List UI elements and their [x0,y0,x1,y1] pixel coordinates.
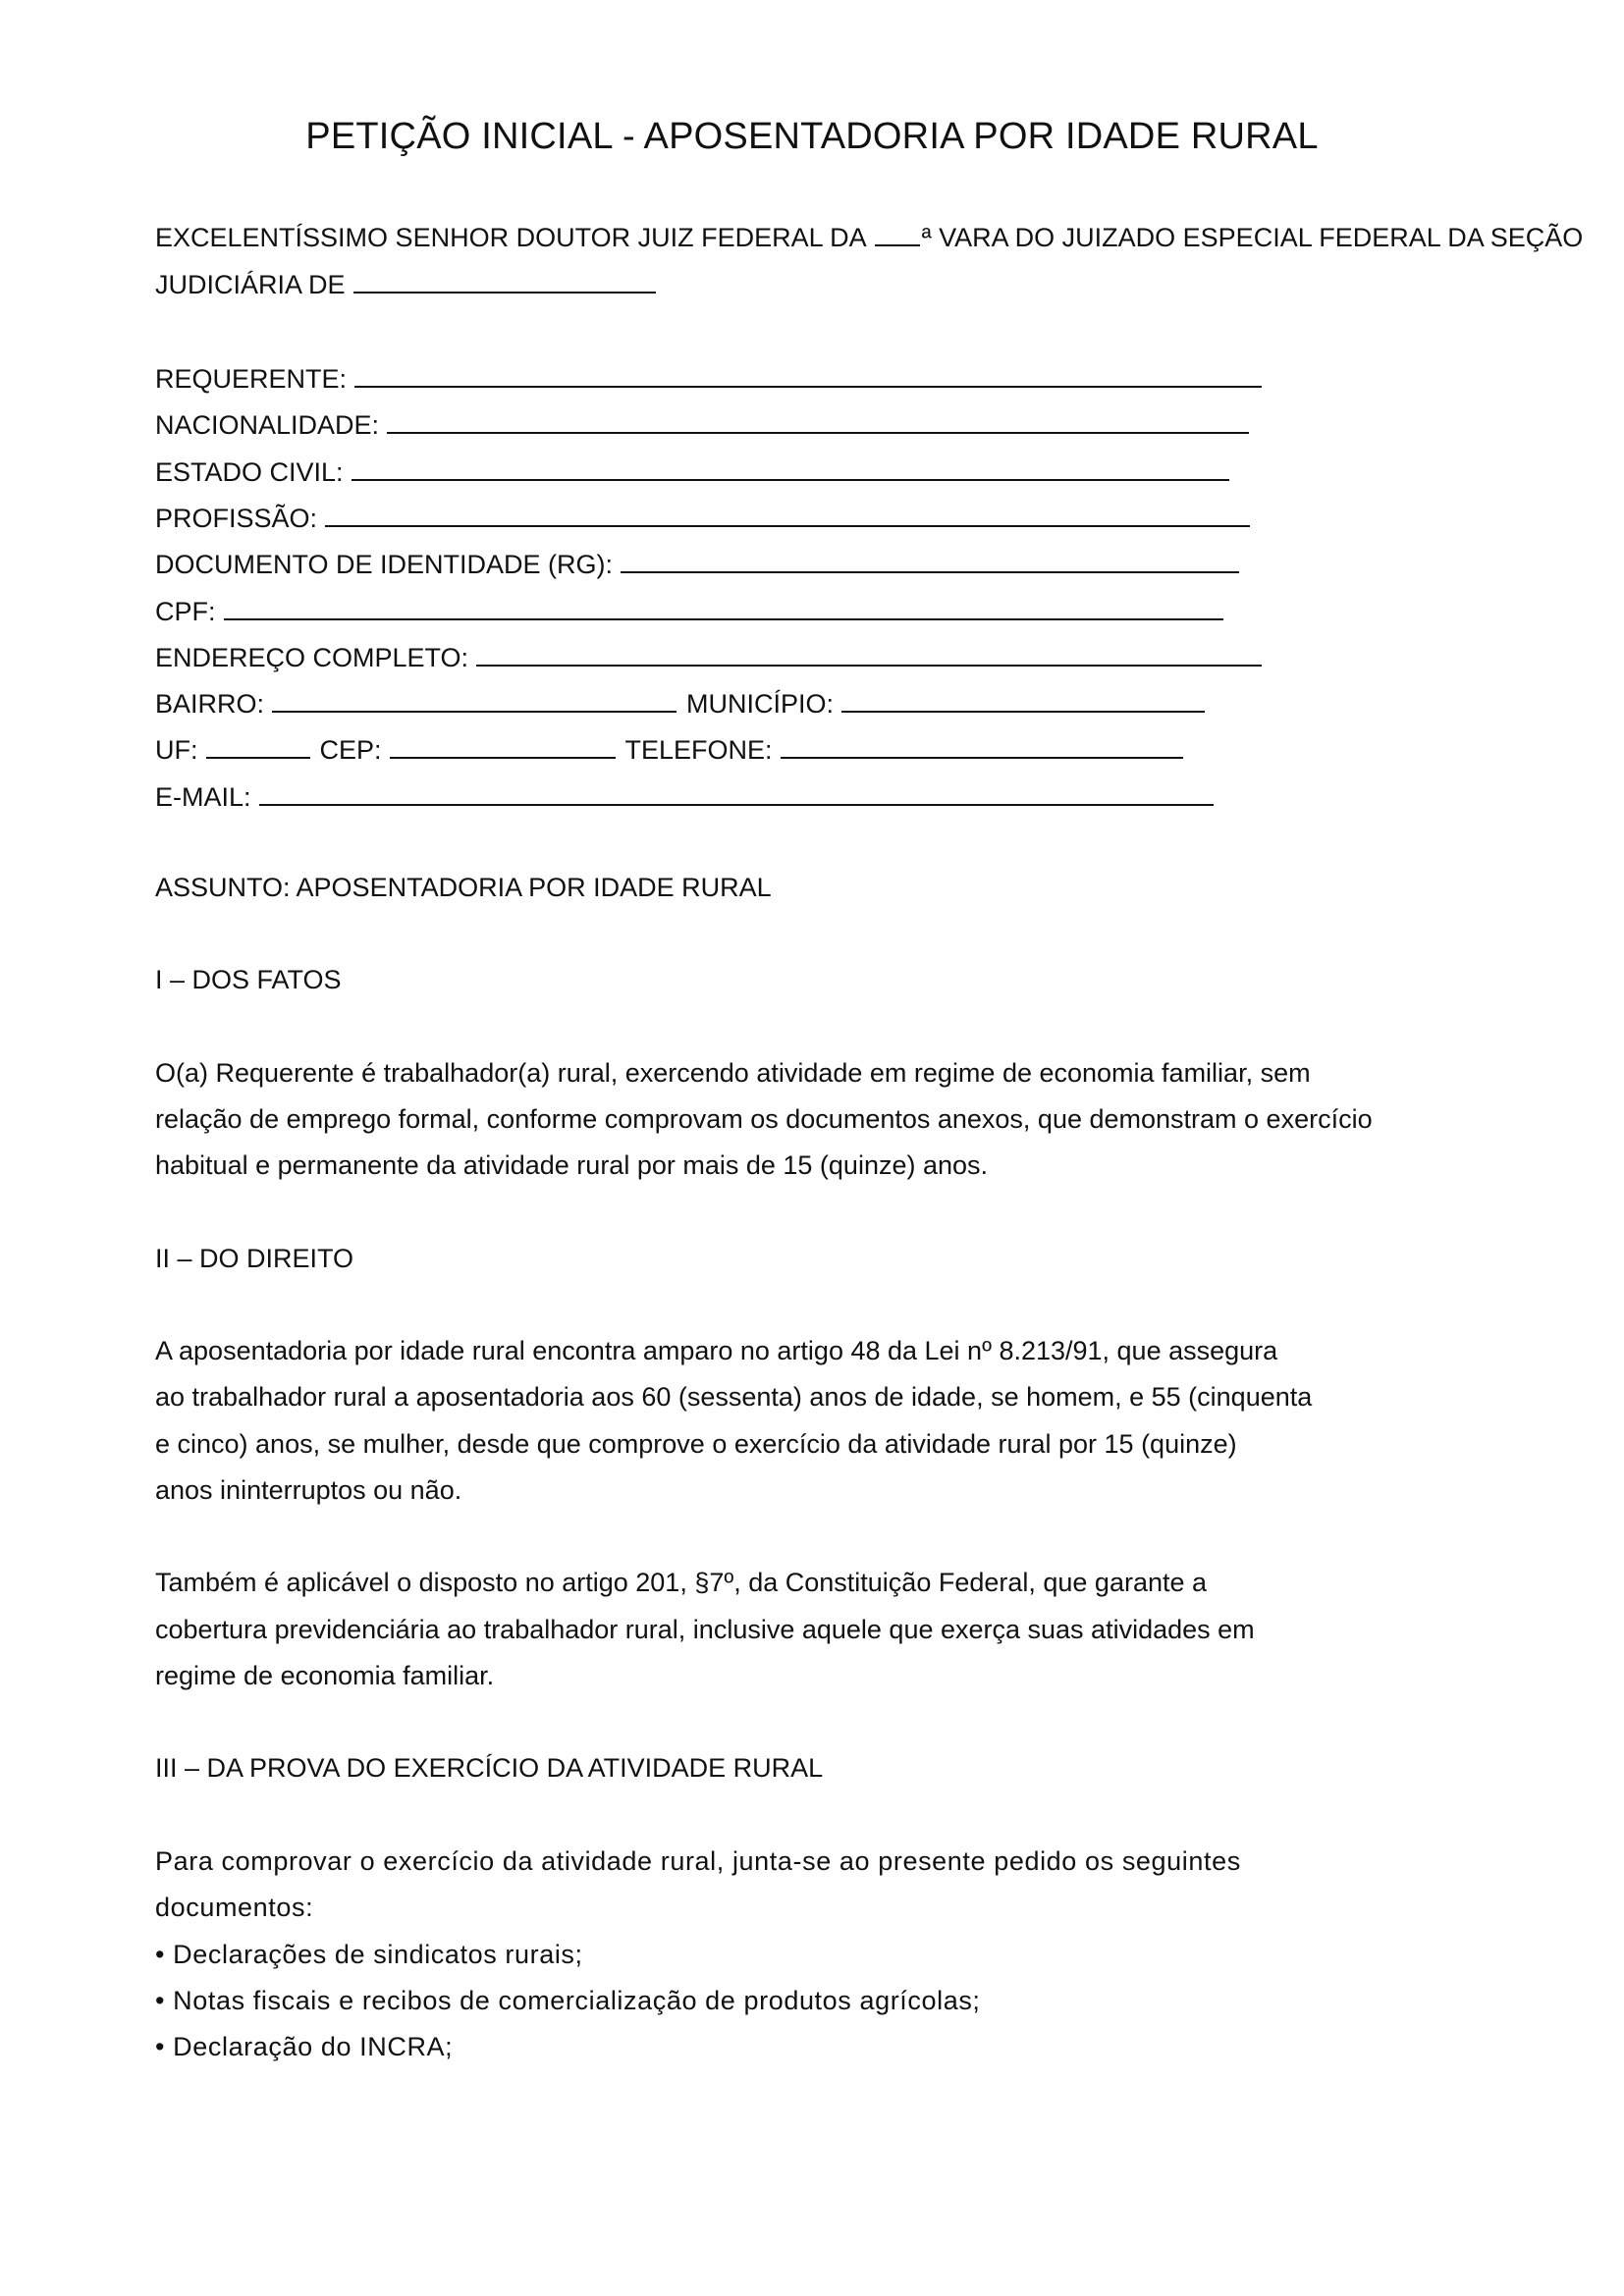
uf-label: UF: [155,735,198,765]
email-label: E-MAIL: [155,782,251,812]
municipio-label: MUNICÍPIO: [686,689,835,719]
address-line-2 [155,270,656,298]
assunto: ASSUNTO: APOSENTADORIA POR IDADE RURAL [155,873,772,902]
bairro-blank[interactable] [272,689,677,713]
requerente-row [155,364,1262,393]
nacionalidade-blank[interactable] [387,410,1249,434]
direito-heading: II – DO DIREITO [155,1244,354,1273]
requerente-label: REQUERENTE: [155,364,348,394]
endereco-blank[interactable] [476,643,1262,667]
rg-label: DOCUMENTO DE IDENTIDADE (RG): [155,550,614,579]
prova-list-item: • Declarações de sindicatos rurais; [155,1940,583,1969]
direito-paragraph-line: cobertura previdenciária ao trabalhador rural, inclusive aquele que exerça suas atividades em [155,1615,1255,1644]
cpf-row [155,597,1223,625]
estado-civil-label: ESTADO CIVIL: [155,457,344,487]
fatos-heading: I – DOS FATOS [155,965,342,994]
address-judiciaria-label: JUDICIÁRIA DE [155,270,346,299]
address-suffix: ª VARA DO JUIZADO ESPECIAL FEDERAL DA SEÇÃO [921,223,1584,252]
cep-label: CEP: [319,735,382,765]
requerente-blank[interactable] [354,364,1262,388]
address-prefix: EXCELENTÍSSIMO SENHOR DOUTOR JUIZ FEDERAL DA [155,223,867,252]
bairro-municipio-row [155,689,1205,718]
rg-row [155,550,1239,578]
direito-paragraph-line: A aposentadoria por idade rural encontra amparo no artigo 48 da Lei nº 8.213/91, que assegura [155,1336,1278,1365]
prova-paragraph-line: documentos: [155,1893,314,1922]
profissao-label: PROFISSÃO: [155,504,318,533]
prova-heading: III – DA PROVA DO EXERCÍCIO DA ATIVIDADE RURAL [155,1753,824,1783]
direito-paragraph-line: Também é aplicável o disposto no artigo 201, §7º, da Constituição Federal, que garante a [155,1568,1208,1597]
email-blank[interactable] [259,782,1214,806]
uf-blank[interactable] [206,735,310,759]
nacionalidade-row [155,410,1249,439]
judiciaria-blank[interactable] [353,270,656,294]
nacionalidade-label: NACIONALIDADE: [155,410,380,440]
telefone-blank[interactable] [781,735,1183,759]
direito-paragraph-line: anos ininterruptos ou não. [155,1475,462,1505]
fatos-paragraph-line: relação de emprego formal, conforme comprovam os documentos anexos, que demonstram o exercício [155,1104,1373,1134]
municipio-blank[interactable] [841,689,1205,713]
profissao-row [155,504,1250,532]
prova-list-item: • Declaração do INCRA; [155,2032,454,2061]
cep-blank[interactable] [390,735,616,759]
fatos-paragraph-line: habitual e permanente da atividade rural por mais de 15 (quinze) anos. [155,1150,989,1180]
telefone-label: TELEFONE: [624,735,773,765]
document-title: PETIÇÃO INICIAL - APOSENTADORIA POR IDADE RURAL [305,116,1319,157]
profissao-blank[interactable] [325,504,1250,527]
bairro-label: BAIRRO: [155,689,265,719]
endereco-label: ENDEREÇO COMPLETO: [155,643,469,672]
cpf-blank[interactable] [224,597,1223,620]
prova-list-item: • Notas fiscais e recibos de comercialização de produtos agrícolas; [155,1986,981,2015]
endereco-row [155,643,1262,671]
estado-civil-row [155,457,1229,486]
fatos-paragraph-line: O(a) Requerente é trabalhador(a) rural, exercendo atividade em regime de economia familiar, sem [155,1058,1311,1088]
email-row [155,782,1214,811]
cpf-label: CPF: [155,597,216,626]
uf-cep-telefone-row [155,735,1183,764]
direito-paragraph-line: regime de economia familiar. [155,1661,495,1690]
vara-number-blank[interactable] [875,223,920,246]
address-line-1 [155,223,1583,251]
estado-civil-blank[interactable] [352,457,1229,481]
rg-blank[interactable] [621,550,1239,573]
direito-paragraph-line: e cinco) anos, se mulher, desde que comprove o exercício da atividade rural por 15 (quinze) [155,1429,1237,1459]
prova-paragraph-line: Para comprovar o exercício da atividade rural, junta-se ao presente pedido os seguintes [155,1846,1241,1876]
direito-paragraph-line: ao trabalhador rural a aposentadoria aos 60 (sessenta) anos de idade, se homem, e 55 (cinquenta [155,1382,1313,1412]
